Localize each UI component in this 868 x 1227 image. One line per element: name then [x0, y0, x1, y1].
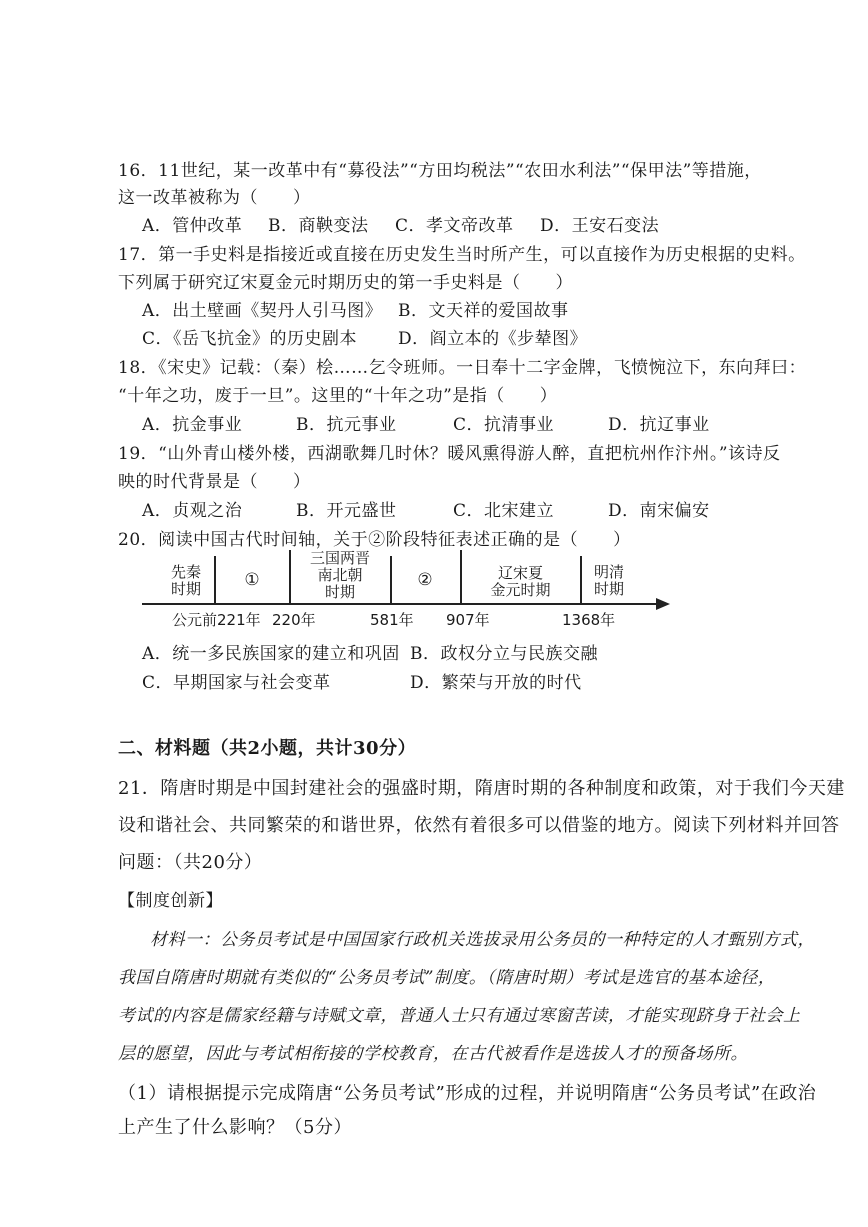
timeline-period-three-kingdoms: 三国两晋 南北朝 时期 [309, 549, 370, 601]
timeline-period-ming-qing: 明清 时期 [593, 563, 624, 598]
q18-option-c: C．抗清事业 [453, 415, 555, 435]
q17-option-c: C．《岳飞抗金》的历史剧本 [142, 329, 358, 349]
q16-option-a: A．管仲改革 [142, 216, 243, 236]
q21-stem-line2: 设和谐社会、共同繁荣的和谐世界，依然有着很多可以借鉴的地方。阅读下列材料并回答 [118, 815, 840, 836]
material-1-line: 考试的内容是儒家经籍与诗赋文章，普通人士只有通过寒窗苦读，才能实现跻身于社会上 [118, 1006, 801, 1026]
q20-stem: 20．阅读中国古代时间轴，关于②阶段特征表述正确的是（ ） [118, 530, 631, 550]
timeline-year: 1368年 [562, 611, 616, 629]
timeline-year: 581年 [370, 611, 414, 629]
q21-sub1-line2: 上产生了什么影响？（5分） [118, 1117, 352, 1138]
q21-stem-line1: 21．隋唐时期是中国封建社会的强盛时期，隋唐时期的各种制度和政策，对于我们今天建 [118, 778, 845, 799]
timeline-divider [580, 556, 582, 603]
q20-option-d: D．繁荣与开放的时代 [410, 673, 582, 693]
q20-option-c: C．早期国家与社会变革 [142, 673, 331, 693]
q16-option-c: C．孝文帝改革 [395, 216, 514, 236]
timeline-year: 公元前221年 [172, 611, 261, 629]
q21-stem-line3: 问题：（共20分） [118, 852, 263, 873]
q19-stem-line1: 19．“山外青山楼外楼，西湖歌舞几时休？暖风熏得游人醉，直把杭州作汴州。”该诗反 [118, 444, 781, 464]
q17-option-a: A．出土壁画《契丹人引马图》 [142, 301, 383, 321]
q19-option-a: A．贞观之治 [142, 501, 243, 521]
q20-option-a: A．统一多民族国家的建立和巩固 [142, 644, 400, 664]
timeline-period-liao-song: 辽宋夏 金元时期 [490, 564, 551, 599]
q19-option-c: C．北宋建立 [453, 501, 555, 521]
timeline-year: 220年 [272, 611, 316, 629]
q18-stem-line2: “十年之功，废于一旦”。这里的“十年之功”是指（ ） [118, 386, 558, 406]
q16-stem-line2: 这一改革被称为（ ） [118, 188, 311, 208]
timeline-divider [289, 550, 291, 603]
material-1-line: 材料一：公务员考试是中国国家行政机关选拔录用公务员的一种特定的人才甄别方式， [150, 930, 815, 950]
q16-option-d: D．王安石变法 [540, 216, 660, 236]
timeline-arrow-icon [656, 598, 670, 610]
q19-option-b: B．开元盛世 [296, 501, 397, 521]
section-title: 二、材料题（共2小题，共计30分） [118, 738, 417, 759]
q18-option-b: B．抗元事业 [296, 415, 397, 435]
q18-option-a: A．抗金事业 [142, 415, 243, 435]
q17-option-b: B．文天祥的爱国故事 [398, 301, 569, 321]
q18-stem-line1: 18．《宋史》记载：（秦）桧……乞令班师。一日奉十二字金牌，飞愤惋泣下，东向拜曰： [118, 358, 807, 378]
timeline-period-2: ② [417, 570, 433, 590]
q21-subheading: 【制度创新】 [118, 891, 223, 911]
q17-option-d: D．阎立本的《步辇图》 [398, 329, 588, 349]
material-1-line: 层的愿望，因此与考试相衔接的学校教育，在古代被看作是选拔人才的预备场所。 [118, 1044, 748, 1064]
q16-option-b: B．商鞅变法 [268, 216, 369, 236]
q19-stem-line2: 映的时代背景是（ ） [118, 472, 311, 492]
q17-stem-line2: 下列属于研究辽宋夏金元时期历史的第一手史料是（ ） [118, 273, 573, 293]
timeline-period-1: ① [244, 570, 260, 590]
q18-option-d: D．抗辽事业 [608, 415, 710, 435]
q16-stem-line1: 16．11世纪，某一改革中有“募役法”“方田均税法”“农田水利法”“保甲法”等措施， [118, 161, 762, 181]
q20-option-b: B．政权分立与民族交融 [410, 644, 598, 664]
q17-stem-line1: 17．第一手史料是指接近或直接在历史发生当时所产生，可以直接作为历史根据的史料。 [118, 245, 806, 265]
timeline-axis [142, 603, 658, 605]
timeline-period-pre-qin: 先秦 时期 [170, 563, 201, 598]
q21-sub1-line1: （1）请根据提示完成隋唐“公务员考试”形成的过程，并说明隋唐“公务员考试”在政治 [118, 1083, 817, 1104]
timeline-divider [460, 550, 462, 603]
q19-option-d: D．南宋偏安 [608, 501, 710, 521]
material-1-line: 我国自隋唐时期就有类似的“公务员考试”制度。（隋唐时期）考试是选官的基本途径， [118, 968, 776, 988]
timeline-year: 907年 [446, 611, 490, 629]
